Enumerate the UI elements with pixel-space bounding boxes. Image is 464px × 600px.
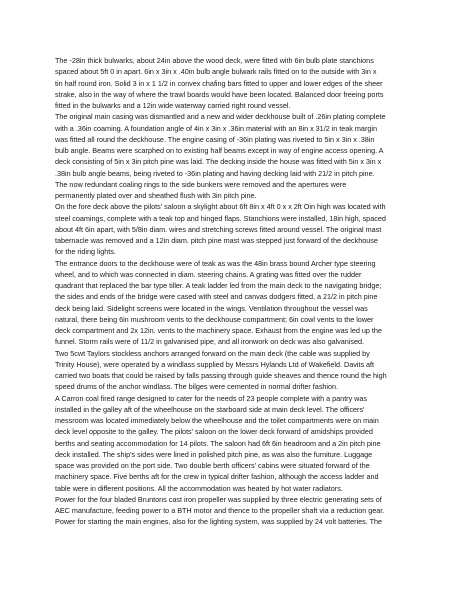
text-line: was fitted all round the deckhouse. The engine casing of -36in plating was riveted to 5in x 3in x .38in — [55, 134, 375, 144]
body-text — [55, 55, 417, 528]
text-line: the sides and ends of the bridge were cased with steel and canvas dodgers fitted, a 21/2 in pitch pine — [55, 292, 378, 302]
text-line: table were in different positions. All the accommodation was heated by hot water radiators. — [55, 483, 343, 493]
text-line: .38in bulb angle beams, being riveted to -36in plating and having decking laid with 21/2 in pitch pine. — [55, 168, 375, 178]
text-line: for the riding lights. — [55, 247, 116, 257]
text-line: natural, there being 6in mushroom vents to the deckhouse compartment; 6in cowl vents to the lower — [55, 314, 374, 324]
text-line: steel coamings, complete with a teak top and hinged flaps. Stanchions were installed, 18in high, spaced — [55, 213, 386, 223]
text-line: On the fore deck above the pilots' saloon a skylight about 6ft 8in x 4ft 0 x x 2ft Oin high was located with — [55, 202, 386, 212]
text-line: A Carron coal fired range designed to cater for the needs of 23 people complete with a pantry was — [55, 393, 368, 403]
text-line: spaced about 5ft 0 in apart. 6in x 3in x .40in bulb angle bulwark rails fitted on to the outside with 3in x — [55, 67, 377, 77]
text-line: funnel. Storm rails were of 11/2 in galvanised pipe, and all ironwork on deck was also galvanised. — [55, 337, 365, 347]
text-line: fitted in the bulwarks and a 12in wide waterway carried right round vessel. — [55, 101, 291, 110]
text-line: AEC manufacture, feeding power to a BTH motor and thence to the propeller shaft via a reduction gear. — [55, 506, 385, 515]
text-line: speed drums of the anchor windlass. The bilges were cemented in normal drifter fashion. — [55, 382, 339, 392]
text-line: deck consisting of 5in x 3in pitch pine was laid. The decking inside the house was fitted with 5in x 3in x — [55, 157, 382, 167]
text-line: bulb angle. Beams were scarphed on to existing half beams except in way of engine access opening. A — [55, 146, 384, 155]
text-line: messroom was located immediately below the wheelhouse and the toilet compartments were on main — [55, 416, 379, 425]
text-line: machinery space. Five berths aft for the crew in typical drifter fashion, although the access ladder and — [55, 472, 379, 482]
text-line: Power for starting the main engines, also for the lighting system, was supplied by 24 volt batteries. The — [55, 517, 383, 527]
text-line: berths and seating accommodation for 14 pilots. The saloon had 6ft 6in headroom and a 2in pitch pine — [55, 438, 381, 448]
text-line: deck compartment and 2x 12in. vents to the machinery space. Exhaust from the engine was led up the — [55, 326, 382, 335]
text-line: strake, also in the way of where the trawl boards would have been located. Balanced door freeing ports — [55, 89, 384, 99]
text-line: installed in the galley aft of the wheelhouse on the starboard side at main deck level. The officers' — [55, 404, 365, 414]
text-line: tabernacle was removed and a 12in diam. pitch pine mast was stepped just forward of the deckhouse — [55, 236, 378, 245]
text-line: The entrance doors to the deckhouse were of teak as was the 48in brass bound Archer type steering — [55, 258, 376, 268]
text-line: about 4ft 6in apart, with 5/8in diam. wires and stretching screws fitted around vessel. The original mast — [55, 224, 382, 234]
text-line: The -28in thick bulwarks, about 24in above the wood deck, were fitted with 6in bulb plate stanchions — [55, 56, 374, 65]
text-line: permanently plated over and sheathed flush with 3in pitch pine. — [55, 191, 257, 200]
text-line: deck installed. The ship's sides were lined in polished pitch pine, as was also the furniture. Luggage — [55, 449, 373, 459]
text-line: deck being laid. Sidelight screens were located in the wings. Ventilation throughout the vessel was — [55, 303, 368, 313]
text-line: The original main casing was dismantled and a new and wider deckhouse built of .26in plating complete — [55, 112, 386, 122]
text-line: deck level opposite to the galley. The pilots' saloon on the lower deck forward of amidships provided — [55, 427, 373, 437]
text-line: quadrant that replaced the bar type tiller. A teak ladder led from the main deck to the navigating bridge; — [55, 281, 382, 290]
text-line: carried two boats that could be raised by falls passing through guide sheaves and thence round the high — [55, 371, 387, 380]
text-line: Trinity House), were operated by a windlass supplied by Messrs Hylands Ltd of Wakefield. Davits aft — [55, 359, 375, 369]
text-line: wheel, and to which was connected in diam. steering chains. A grating was fitted over the rudder — [55, 269, 362, 279]
text-line: tin half round iron. Solid 3 in x 1 1/2 in convex chafing bars fitted to upper and lower edges of the sheer — [55, 78, 383, 88]
text-line: space was provided on the port side. Two double berth officers' cabins were situated forward of the — [55, 461, 370, 470]
text-line: The now redundant coaling rings to the side bunkers were removed and the apertures were — [55, 179, 347, 189]
text-line: Two 5cwt Taylors stockless anchors arranged forward on the main deck (the cable was supplied by — [55, 348, 370, 358]
text-line: Power for the four bladed Bruntons cast iron propeller was supplied by three electric generating sets of — [55, 494, 382, 504]
text-line: with a .36in coaming. A foundation angle of 4in x 3in x .36in material with an 8in x 31/2 in teak margin — [55, 123, 377, 133]
